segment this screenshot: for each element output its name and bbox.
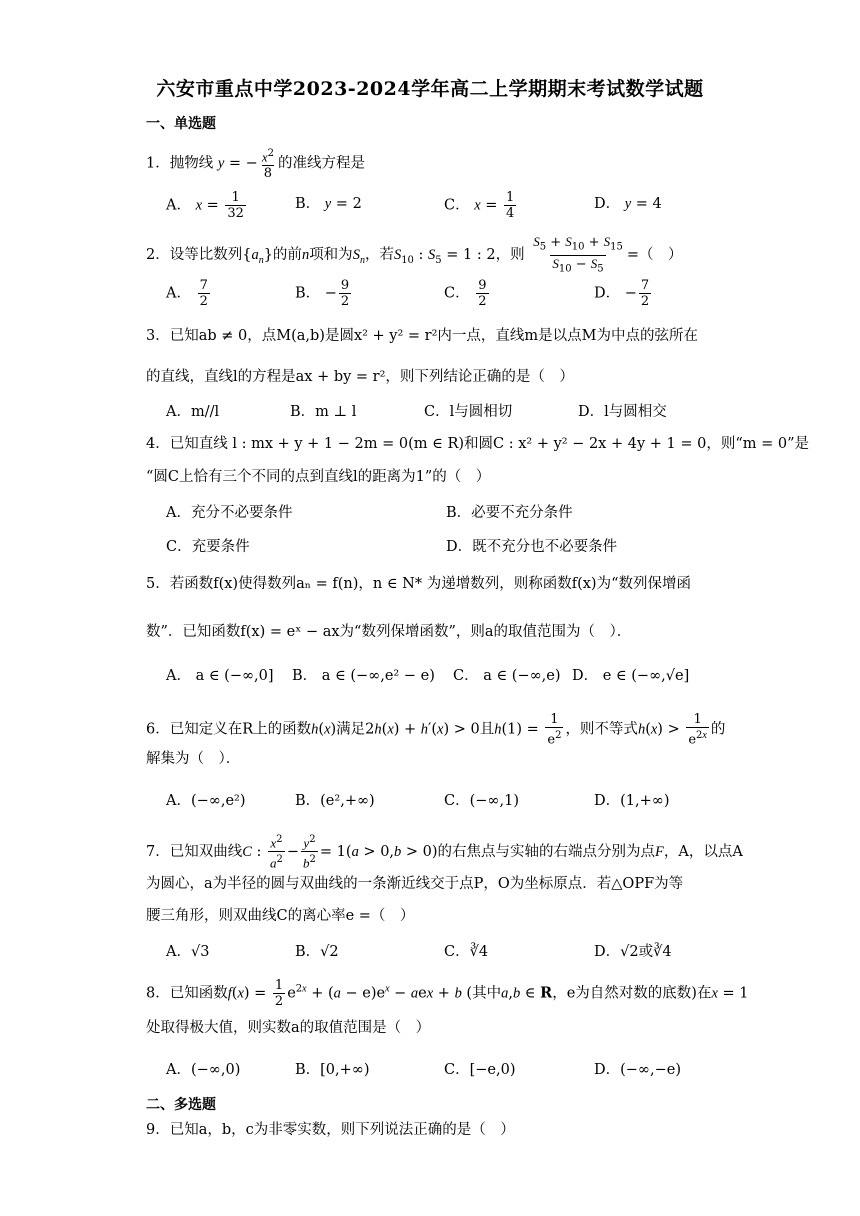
q5-option-c[interactable]: C． a ∈ (−∞,e) [453, 668, 561, 684]
question-3-line-2: 的直线，直线l的方程是ax + by = r²，则下列结论正确的是（ ） [146, 369, 574, 385]
q8-option-c[interactable]: C．[−e,0) [444, 1062, 516, 1078]
q1-option-b[interactable]: B． y = 2 [295, 196, 362, 212]
q2-option-a[interactable]: A． $\frac{7}{2}$ [166, 278, 208, 309]
q7-option-d[interactable]: D．√2或∛4 [594, 944, 672, 960]
q3-option-b[interactable]: B．m ⊥ l [290, 404, 357, 420]
q6-option-c[interactable]: C．(−∞,1) [444, 793, 519, 809]
q8-option-b[interactable]: B．[0,+∞) [295, 1062, 370, 1078]
question-3-line-1: 3．已知ab ≠ 0，点M(a,b)是圆x² + y² = r²内一点，直线m是以点M为中点的弦所在 [146, 328, 699, 344]
q8-option-a[interactable]: A．(−∞,0) [166, 1062, 241, 1078]
q6-option-b[interactable]: B．(e²,+∞) [295, 793, 375, 809]
question-6-line-1: 6．已知定义在R上的函数h(x)满足2h(x) + h′(x) > 0且h(1) = $\frac{1}{e^2}$ ，则不等式h(x) > $\frac{1}{e^{2x}}$ 的 [146, 712, 726, 748]
question-1: 1．抛物线 y = − $\frac{x^2}{8}$ 的准线方程是 [146, 148, 365, 182]
question-6-line-2: 解集为（ ）． [146, 751, 241, 767]
q2-option-b[interactable]: B． − $\frac{9}{2}$ [295, 278, 350, 309]
question-7-line-2: 为圆心，a为半径的圆与双曲线的一条渐近线交于点P，O为坐标原点．若△OPF为等 [146, 876, 684, 892]
q5-option-b[interactable]: B． a ∈ (−∞,e² − e) [292, 668, 435, 684]
q4-option-c[interactable]: C．充要条件 [166, 539, 250, 555]
question-7-line-3: 腰三角形，则双曲线C的离心率e =（ ） [146, 908, 415, 924]
q3-option-a[interactable]: A．m//l [166, 404, 220, 420]
q7-option-b[interactable]: B．√2 [295, 944, 339, 960]
section-single-choice: 一、单选题 [146, 116, 216, 132]
q7-option-a[interactable]: A．√3 [166, 944, 210, 960]
q2-option-c[interactable]: C． $\frac{9}{2}$ [444, 278, 487, 309]
question-8-line-2: 处取得极大值，则实数a的取值范围是（ ） [146, 1020, 431, 1036]
q2-option-d[interactable]: D． − $\frac{7}{2}$ [594, 278, 650, 309]
question-9: 9．已知a，b，c为非零实数，则下列说法正确的是（ ） [146, 1122, 515, 1138]
q5-option-d[interactable]: D． e ∈ (−∞,√e] [572, 668, 690, 684]
page-title: 六安市重点中学2023-2024学年高二上学期期末考试数学试题 [156, 78, 704, 100]
question-8-line-1: 8．已知函数f(x) = $\frac{1}{2}$ $e^{2x} + (a - e)e^x$ − aex + b (其中a,b ∈ R，e为自然对数的底数)在x = 1 [146, 978, 749, 1009]
q4-option-a[interactable]: A．充分不必要条件 [166, 505, 293, 521]
q8-option-d[interactable]: D．(−∞,−e) [594, 1062, 682, 1078]
question-2: 2．设等比数列$\{a_n\}$的前n项和为$S_n$，若$S_{10}$ : $S_5 = 1$ : 2，则 $\frac{S_5 + S_{10} + S_{15}}{S_{10} - S_5}$ =（ ） [146, 234, 683, 275]
q7-option-c[interactable]: C．∛4 [444, 944, 489, 960]
q5-option-a[interactable]: A． a ∈ (−∞,0] [166, 668, 274, 684]
question-4-line-1: 4．已知直线 l : mx + y + 1 − 2m = 0(m ∈ R)和圆C : x² + y² − 2x + 4y + 1 = 0，则“m = 0”是 [146, 436, 809, 452]
q3-option-d[interactable]: D．l与圆相交 [578, 404, 667, 420]
question-4-line-2: “圆C上恰有三个不同的点到直线l的距离为1”的（ ） [146, 469, 491, 485]
q1-option-c[interactable]: C． x = $\frac{1}{4}$ [444, 190, 515, 221]
q1-option-a[interactable]: A． x = $\frac{1}{32}$ [166, 190, 244, 221]
q6-option-d[interactable]: D．(1,+∞) [594, 793, 670, 809]
q4-option-b[interactable]: B．必要不充分条件 [446, 505, 573, 521]
question-5-line-2: 数”．已知函数f(x) = eˣ − ax为“数列保增函数”，则a的取值范围为（ ）． [146, 624, 632, 640]
q3-option-c[interactable]: C．l与圆相切 [424, 404, 513, 420]
q6-option-a[interactable]: A．(−∞,e²) [166, 793, 246, 809]
q1-option-d[interactable]: D． y = 4 [594, 196, 662, 212]
section-multiple-choice: 二、多选题 [146, 1097, 216, 1113]
question-5-line-1: 5．若函数f(x)使得数列aₙ = f(n)，n ∈ N* 为递增数列，则称函数f(x)为“数列保增函 [146, 576, 691, 592]
question-7-line-1: 7．已知双曲线C : $\frac{x^2}{a^2}$ − $\frac{y^2}{b^2}$ = 1(a > 0,b > 0)的右焦点与实轴的右端点分别为点F，A，以点A [146, 834, 743, 871]
q4-option-d[interactable]: D．既不充分也不必要条件 [446, 539, 618, 555]
